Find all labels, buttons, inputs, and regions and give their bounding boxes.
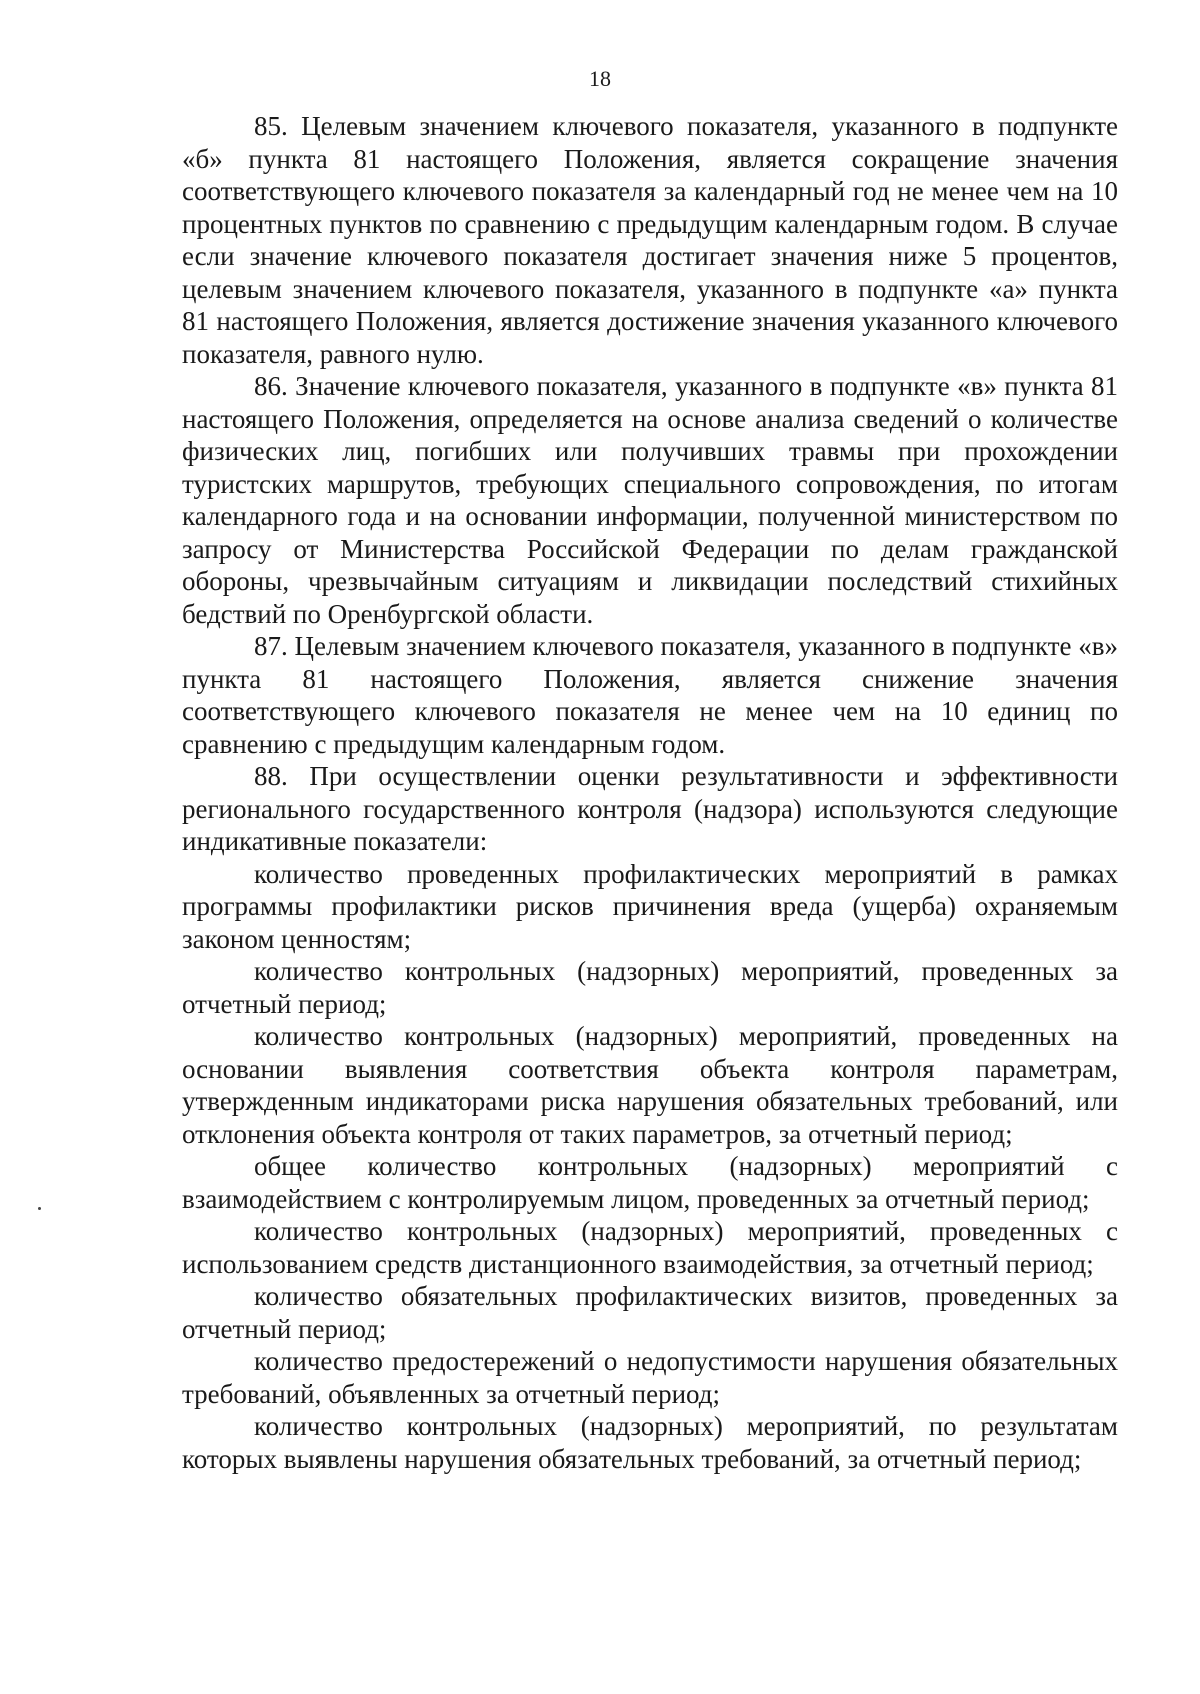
indicator-list-item: количество обязательных профилактических визитов, проведенных за отчетный период; xyxy=(182,1281,1118,1344)
paragraph-88: 88. При осуществлении оценки результативности и эффективности регионального государственного контроля (надзора) используются следующие индикативные показатели: xyxy=(182,761,1118,856)
indicator-list-item: количество контрольных (надзорных) мероприятий, проведенных за отчетный период; xyxy=(182,956,1118,1019)
indicator-list-item: общее количество контрольных (надзорных) мероприятий с взаимодействием с контролируемым лицом, проведенных за отчетный период; xyxy=(182,1151,1118,1214)
indicator-list-item: количество проведенных профилактических мероприятий в рамках программы профилактики рисков причинения вреда (ущерба) охраняемым законом ценностям; xyxy=(182,858,1118,954)
indicator-list-item: количество контрольных (надзорных) мероприятий, проведенных на основании выявления соответствия объекта контроля параметрам, утвержденным индикаторами риска нарушения обязательных требований, или отклонения объекта контроля от таких параметров, за отчетный период; xyxy=(182,1021,1118,1149)
page-number: 18 xyxy=(589,66,611,91)
paragraph-87: 87. Целевым значением ключевого показателя, указанного в подпункте «в» пункта 81 настоящего Положения, является снижение значения соответствующего ключевого показателя не менее чем на 10 единиц по сравнению с предыдущим календарным годом. xyxy=(182,631,1118,759)
document-body xyxy=(182,110,1118,1475)
paragraph-85: 85. Целевым значением ключевого показателя, указанного в подпункте «б» пункта 81 настоящего Положения, является сокращение значения соответствующего ключевого показателя за календарный год не менее чем на 10 процентных пунктов по сравнению с предыдущим календарным годом. В случае если значение ключевого показателя достигает значения ниже 5 процентов, целевым значением ключевого показателя, указанного в подпункте «а» пункта 81 настоящего Положения, является достижение значения указанного ключевого показателя, равного нулю. xyxy=(182,111,1118,369)
indicator-list-item: количество предостережений о недопустимости нарушения обязательных требований, объявленных за отчетный период; xyxy=(182,1346,1118,1409)
paragraph-86: 86. Значение ключевого показателя, указанного в подпункте «в» пункта 81 настоящего Положения, определяется на основе анализа сведений о количестве физических лиц, погибших или получивших травмы при прохождении туристских маршрутов, требующих специального сопровождения, по итогам календарного года и на основании информации, полученной министерством по запросу от Министерства Российской Федерации по делам гражданской обороны, чрезвычайным ситуациям и ликвидации последствий стихийных бедствий по Оренбургской области. xyxy=(182,371,1118,629)
scan-speck xyxy=(38,1207,41,1210)
indicator-list-item: количество контрольных (надзорных) мероприятий, проведенных с использованием средств дистанционного взаимодействия, за отчетный период; xyxy=(182,1216,1118,1279)
indicator-list-item: количество контрольных (надзорных) мероприятий, по результатам которых выявлены нарушения обязательных требований, за отчетный период; xyxy=(182,1411,1118,1474)
